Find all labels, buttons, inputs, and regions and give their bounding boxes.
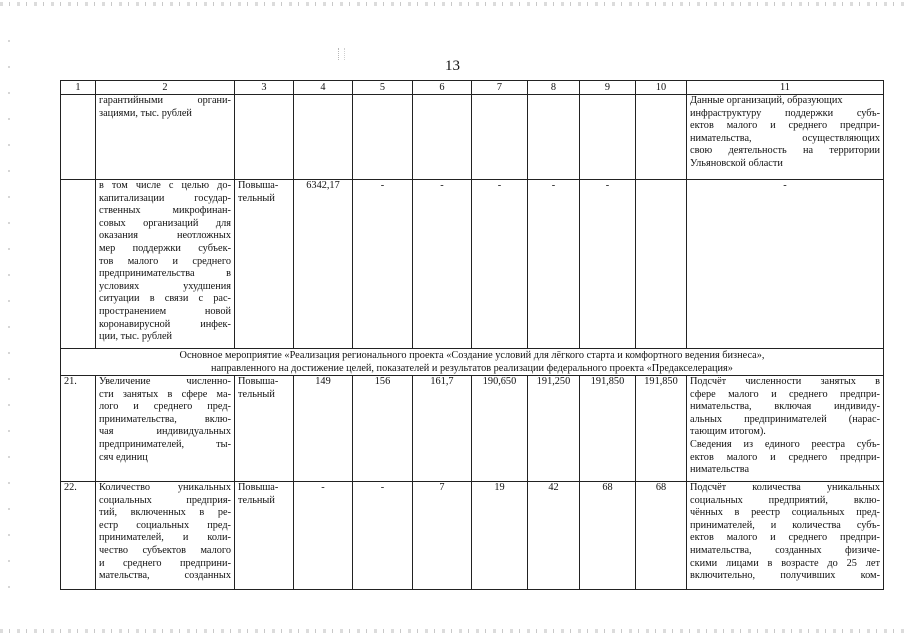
- indicator-name-line: зациями, тыс. рублей: [99, 107, 192, 119]
- indicator-name-line: Увеличение численно-: [99, 376, 231, 387]
- indicator-name-line: лого и среднего пред-: [99, 401, 231, 413]
- indicator-name-line: условиях ухудшения: [99, 280, 231, 292]
- source-note-line: сфере малого и среднего предпри-: [690, 388, 880, 400]
- column-header: 11: [687, 81, 884, 95]
- value-cell: 161,7: [413, 376, 472, 482]
- table-row: [61, 95, 884, 180]
- indicator-name-line: предпринимательства в: [99, 268, 231, 280]
- indicator-name-line: в том числе с целью до-: [99, 180, 231, 191]
- value-cell: [580, 95, 636, 180]
- value-cell: [636, 95, 687, 180]
- indicator-name-line: мательства, созданных: [99, 570, 231, 582]
- source-note-line: нимательства, осуществляющих: [690, 132, 880, 144]
- indicator-name-line: оказания неотложных: [99, 230, 231, 242]
- column-header: 10: [636, 81, 687, 95]
- indicator-type-line: тельный: [238, 192, 275, 204]
- source-note-line: социальных предприятий, вклю-: [690, 494, 880, 506]
- row-number: 21.: [61, 376, 96, 482]
- row-number: [61, 180, 96, 349]
- table-row: [61, 180, 884, 349]
- source-note-line: Подсчёт количества уникальных: [690, 482, 880, 493]
- indicator-type-cell: [235, 376, 294, 482]
- indicator-type-line: тельный: [238, 494, 275, 506]
- value-cell: 42: [528, 482, 580, 590]
- value-cell: [636, 180, 687, 349]
- column-header: 5: [353, 81, 413, 95]
- section-title-line: Основное мероприятие «Реализация регионального проекта «Создание условий для лёгкого старта и комфортного ведения бизнеса»,: [179, 350, 765, 361]
- source-note-cell: [687, 180, 884, 349]
- indicator-type-line: тельный: [238, 388, 275, 400]
- value-cell: 156: [353, 376, 413, 482]
- indicator-name-line: предпринимателей, ты-: [99, 438, 231, 450]
- value-cell: 191,250: [528, 376, 580, 482]
- source-note-line: Данные организаций, образующих: [690, 95, 843, 106]
- table-row: [61, 482, 884, 590]
- value-cell: 6342,17: [294, 180, 353, 349]
- indicator-name-line: ситуации в связи с рас-: [99, 293, 231, 305]
- indicator-name-line: и среднего предприни-: [99, 557, 231, 569]
- source-note-cell: [687, 95, 884, 180]
- indicator-type-cell: [235, 180, 294, 349]
- column-header: 7: [472, 81, 528, 95]
- value-cell: [528, 95, 580, 180]
- value-cell: 191,850: [636, 376, 687, 482]
- scan-edge-left: [8, 40, 10, 610]
- indicator-name-line: ственных микрофинан-: [99, 205, 231, 217]
- column-header: 8: [528, 81, 580, 95]
- value-cell: [294, 95, 353, 180]
- value-cell: 68: [636, 482, 687, 590]
- source-note-line: нимательства, включая индивиду-: [690, 401, 880, 413]
- column-header: 1: [61, 81, 96, 95]
- source-note-line: чённых в реестр социальных пред-: [690, 507, 880, 519]
- column-header: 4: [294, 81, 353, 95]
- value-cell: [353, 95, 413, 180]
- column-header: 9: [580, 81, 636, 95]
- source-note-line: Ульяновской области: [690, 157, 783, 169]
- source-note-line: ектов малого и среднего предпри-: [690, 451, 880, 463]
- source-note-line: включительно, получивших ком-: [690, 570, 880, 582]
- value-cell: -: [472, 180, 528, 349]
- section-title-line: направленного на достижение целей, показателей и результатов реализации федерального проекта «Предакселерация»: [211, 363, 733, 374]
- source-note-line: нимательства, созданных физиче-: [690, 544, 880, 556]
- value-cell: -: [353, 482, 413, 590]
- source-note-line: ектов малого и среднего предпри-: [690, 532, 880, 544]
- indicator-name-line: социальных предприя-: [99, 494, 231, 506]
- value-cell: 190,650: [472, 376, 528, 482]
- value-cell: 7: [413, 482, 472, 590]
- source-note-line: альных предпринимателей (нарас-: [690, 413, 880, 425]
- column-number-header-row: [61, 81, 884, 95]
- indicator-name-line: Количество уникальных: [99, 482, 231, 493]
- section-row: [61, 349, 884, 376]
- value-cell: 68: [580, 482, 636, 590]
- indicator-type-cell: [235, 95, 294, 180]
- source-note-line: ектов малого и среднего предпри-: [690, 120, 880, 132]
- indicator-name-line: пространением новой: [99, 305, 231, 317]
- indicator-name-line: принимателей, и коли-: [99, 532, 231, 544]
- source-note-cell: [687, 482, 884, 590]
- value-cell: [472, 95, 528, 180]
- source-note-line: инфраструктуру поддержки субъ-: [690, 107, 880, 119]
- indicator-type-cell: [235, 482, 294, 590]
- indicator-name-line: принимательства, вклю-: [99, 413, 231, 425]
- row-number: 22.: [61, 482, 96, 590]
- indicator-type-line: Повыша-: [238, 180, 279, 191]
- source-note-line: нимательства: [690, 464, 750, 476]
- value-cell: -: [294, 482, 353, 590]
- indicator-name-cell: [96, 376, 235, 482]
- scan-edge-bottom: [0, 629, 905, 633]
- indicator-name-line: естр социальных пред-: [99, 519, 231, 531]
- indicator-name-line: ции, тыс. рублей: [99, 331, 173, 343]
- value-cell: -: [528, 180, 580, 349]
- indicator-name-line: тий, включенных в ре-: [99, 507, 231, 519]
- indicator-name-line: сяч единиц: [99, 451, 148, 463]
- column-header: 2: [96, 81, 235, 95]
- indicator-name-line: мер поддержки субъек-: [99, 242, 231, 254]
- value-cell: -: [353, 180, 413, 349]
- indicator-name-cell: [96, 95, 235, 180]
- source-note-cell: [687, 376, 884, 482]
- indicator-name-line: капитализации государ-: [99, 192, 231, 204]
- value-cell: 149: [294, 376, 353, 482]
- indicator-name-line: сти занятых в сфере ма-: [99, 388, 231, 400]
- indicator-name-line: гарантийными органи-: [99, 95, 231, 106]
- source-note-line: -: [783, 180, 787, 191]
- indicator-type-line: Повыша-: [238, 376, 279, 387]
- indicator-type-line: Повыша-: [238, 482, 279, 493]
- indicator-name-cell: [96, 482, 235, 590]
- table-row: [61, 376, 884, 482]
- source-note-line: свою деятельность на территории: [690, 145, 880, 157]
- indicator-name-line: совых организаций для: [99, 217, 231, 229]
- indicator-name-line: коронавирусной инфек-: [99, 318, 231, 330]
- value-cell: -: [580, 180, 636, 349]
- value-cell: 191,850: [580, 376, 636, 482]
- indicator-name-line: чая индивидуальных: [99, 426, 231, 438]
- source-note-line: принимателей, и количества субъ-: [690, 519, 880, 531]
- scan-edge-top: [0, 2, 905, 6]
- source-note-line: скими лицами в возрасте до 25 лет: [690, 557, 880, 569]
- column-header: 3: [235, 81, 294, 95]
- value-cell: [413, 95, 472, 180]
- indicators-table: [60, 80, 884, 590]
- section-title: [61, 349, 884, 376]
- value-cell: -: [413, 180, 472, 349]
- indicator-name-line: тов малого и среднего: [99, 255, 231, 267]
- source-note-line: тающим итогом).: [690, 426, 766, 438]
- indicator-name-line: чество субъектов малого: [99, 544, 231, 556]
- row-number: [61, 95, 96, 180]
- page-number: 13: [445, 58, 460, 74]
- source-note-line: Подсчёт численности занятых в: [690, 376, 880, 387]
- column-header: 6: [413, 81, 472, 95]
- value-cell: 19: [472, 482, 528, 590]
- source-note-line: Сведения из единого реестра субъ-: [690, 438, 880, 450]
- indicator-name-cell: [96, 180, 235, 349]
